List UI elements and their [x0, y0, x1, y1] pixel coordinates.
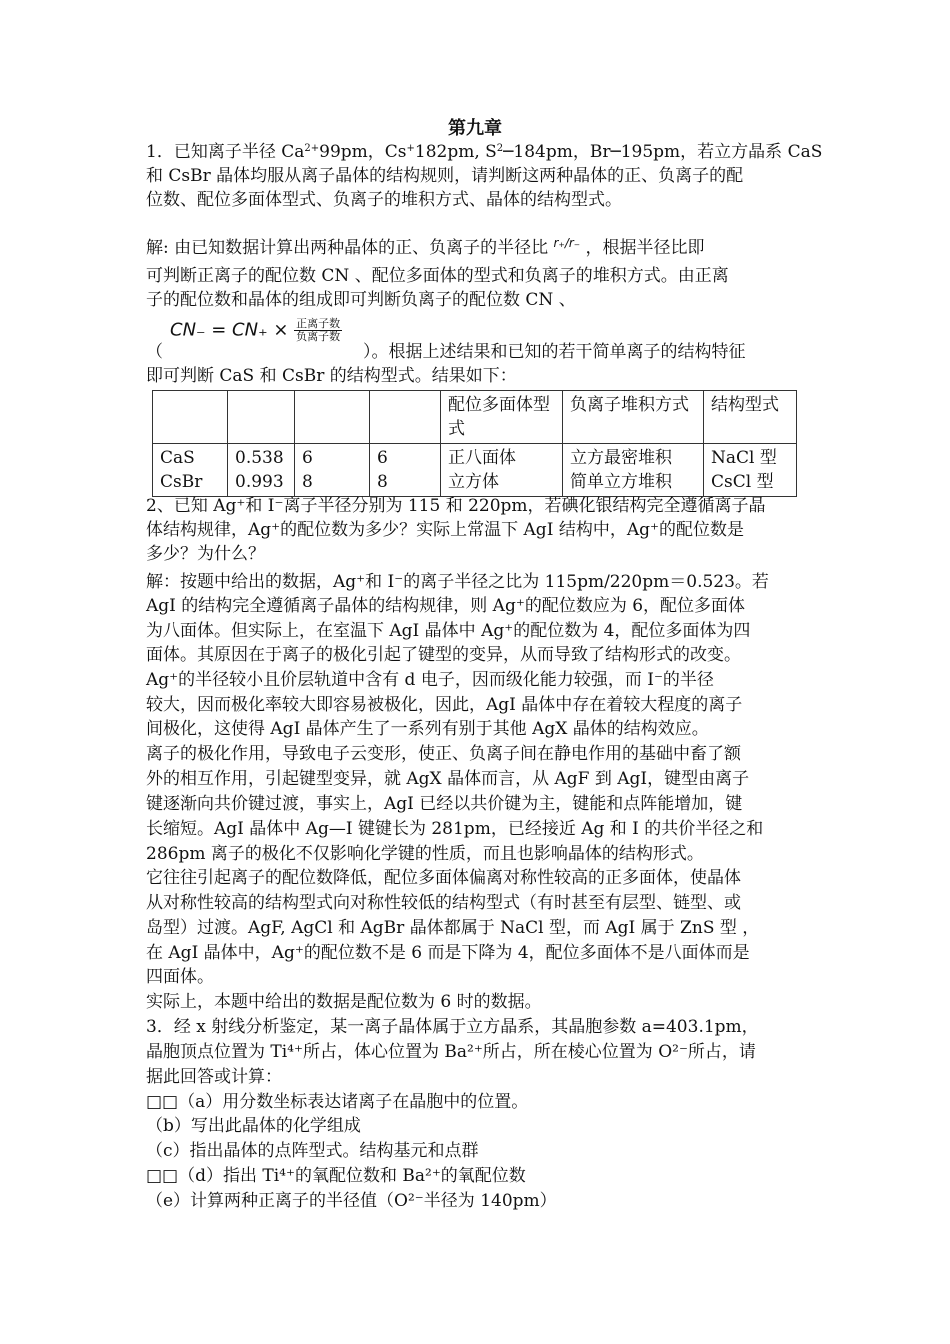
table-header-cell: [153, 391, 228, 444]
chapter-title: 第九章: [448, 118, 502, 139]
a2-line: 从对称性较高的结构型式向对称性较低的结构型式（有时甚至有层型、链型、或: [146, 893, 741, 913]
table-cell-stack: [228, 444, 295, 497]
a1-text-conclusion: ）。根据上述结果和已知的若干简单离子的结构特征: [363, 342, 746, 362]
table-cell-stack: [370, 444, 441, 497]
a2-line: 实际上，本题中给出的数据是配位数为 6 时的数据。: [146, 992, 542, 1012]
cs-charge: +: [406, 143, 415, 154]
q3-item: （b）写出此晶体的化学组成: [146, 1116, 361, 1136]
q1-text-b: 99pm，Cs: [319, 142, 407, 162]
table-header-cell: 结构型式: [704, 391, 797, 444]
a2-line: 在 AgI 晶体中，Ag⁺的配位数不是 6 而是下降为 4，配位多面体不是八面体而是: [146, 943, 750, 963]
radius-ratio-symbol: r₊/r₋: [553, 236, 581, 250]
a2-line: 面体。其原因在于离子的极化引起了键型的变异，从而导致了结构形式的改变。: [146, 645, 741, 665]
a2-line: Ag⁺的半径较小且价层轨道中含有 d 电子，因而级化能力较强，而 I⁻的半径: [146, 670, 714, 690]
table-cell-stack: [704, 444, 797, 497]
a2-line: 较大，因而极化率较大即容易被极化，因此，AgI 晶体中存在着较大程度的离子: [146, 695, 743, 715]
q1-text-d: ─184pm，Br─195pm，若立方晶系 CaS: [503, 142, 823, 162]
s-charge: 2: [496, 143, 504, 154]
table-header-cell: 配位多面体型式: [441, 391, 563, 444]
a1-text-a: 解: 由已知数据计算出两种晶体的正、负离子的半径比: [146, 238, 549, 258]
a2-line: 键逐渐向共价键过渡，事实上，AgI 已经以共价键为主，键能和点阵能增加，键: [146, 794, 743, 814]
a2-line: 286pm 离子的极化不仅影响化学键的性质，而且也影响晶体的结构形式。: [146, 844, 704, 864]
q1-line-3: 位数、配位多面体型式、负离子的堆积方式、晶体的结构型式。: [146, 190, 622, 210]
table-cell-stack: [563, 444, 704, 497]
a2-line: AgI 的结构完全遵循离子晶体的结构规律，则 Ag⁺的配位数应为 6，配位多面体: [146, 596, 746, 616]
paren-open: （: [146, 342, 163, 362]
a2-line: 四面体。: [146, 967, 214, 987]
table-cell-stack: [153, 444, 228, 497]
table-cell: NaCl 型: [711, 448, 777, 468]
a1-text-b: ，根据半径比即: [585, 238, 705, 258]
table-cell: 简单立方堆积: [570, 472, 672, 492]
a1-line-2: 可判断正离子的配位数 CN 、配位多面体的型式和负离子的堆积方式。由正离: [146, 266, 729, 286]
formula-denominator: 负离子数: [296, 330, 341, 343]
table-cell-stack: [295, 444, 370, 497]
a2-line: 岛型）过渡。AgF, AgCl 和 AgBr 晶体都属于 NaCl 型，而 AgI 属于 ZnS 型 ，: [146, 918, 760, 938]
q2-line-1: 2、已知 Ag⁺和 I⁻离子半径分别为 115 和 220pm，若碘化银结构完全遵循离子晶: [146, 496, 766, 516]
q1-text-a: 1．已知离子半径 Ca: [146, 142, 305, 162]
a1-line-5: 即可判断 CaS 和 CsBr 的结构型式。结果如下：: [146, 366, 517, 386]
a2-line: 间极化，这使得 AgI 晶体产生了一系列有别于其他 AgX 晶体的结构效应。: [146, 719, 709, 739]
a2-line: 离子的极化作用，导致电子云变形，使正、负离子间在静电作用的基础中畜了额: [146, 744, 741, 764]
q1-line-1: [146, 140, 822, 164]
table-cell: CaS: [160, 448, 195, 468]
table-cell: 立方体: [448, 472, 499, 492]
formula-lhs: CN₋ = CN₊ ×: [170, 319, 289, 341]
table-cell: 0.538: [235, 448, 284, 468]
table-cell: 8: [377, 472, 388, 492]
table-cell: 6: [302, 448, 313, 468]
q1-text-c: 182pm, S: [414, 142, 497, 162]
table-cell: 立方最密堆积: [570, 448, 672, 468]
table-cell: 6: [377, 448, 388, 468]
q3-line: 晶胞顶点位置为 Ti⁴⁺所占，体心位置为 Ba²⁺所占，所在棱心位置为 O²⁻所占，请: [146, 1042, 756, 1062]
table-cell: 8: [302, 472, 313, 492]
q1-line-2: 和 CsBr 晶体均服从离子晶体的结构规则，请判断这两种晶体的正、负离子的配: [146, 166, 744, 186]
q3-item: □□（a）用分数坐标表达诸离子在晶胞中的位置。: [146, 1092, 529, 1112]
formula-numerator: 正离子数: [296, 317, 341, 330]
table-header-row: [153, 391, 797, 444]
q3-item: （e）计算两种正离子的半径值（O²⁻半径为 140pm）: [146, 1191, 557, 1211]
table-row: [153, 444, 797, 497]
table-cell: CsCl 型: [711, 472, 774, 492]
table-cell: 正八面体: [448, 448, 516, 468]
ca-charge: 2+: [304, 143, 320, 154]
a1-line-3: 子的配位数和晶体的组成即可判断负离子的配位数 CN 、: [146, 290, 576, 310]
a1-line-4: [146, 340, 746, 364]
table-header-cell: [228, 391, 295, 444]
q2-line-3: 多少？为什么？: [146, 544, 265, 564]
q2-line-2: 体结构规律，Ag⁺的配位数为多少？实际上常温下 AgI 结构中，Ag⁺的配位数是: [146, 520, 744, 540]
a2-line: 解：按题中给出的数据，Ag⁺和 I⁻的离子半径之比为 115pm/220pm＝0.523。若: [146, 572, 769, 592]
q3-item: □□（d）指出 Ti⁴⁺的氧配位数和 Ba²⁺的氧配位数: [146, 1166, 526, 1186]
q3-line: 3．经 x 射线分析鉴定，某一离子晶体属于立方晶系，其晶胞参数 a=403.1pm，: [146, 1017, 759, 1037]
table-cell: 0.993: [235, 472, 284, 492]
a2-line: 长缩短。AgI 晶体中 Ag—I 键键长为 281pm，已经接近 Ag 和 I 的共价半径之和: [146, 819, 764, 839]
table-header-cell: [370, 391, 441, 444]
q3-item: （c）指出晶体的点阵型式。结构基元和点群: [146, 1141, 479, 1161]
q3-line: 据此回答或计算：: [146, 1067, 282, 1087]
a2-line: 它往往引起离子的配位数降低，配位多面体偏离对称性较高的正多面体，使晶体: [146, 868, 741, 888]
a2-line: 为八面体。但实际上，在室温下 AgI 晶体中 Ag⁺的配位数为 4，配位多面体为四: [146, 621, 751, 641]
table-cell: CsBr: [160, 472, 203, 492]
a1-line-1: [146, 231, 705, 260]
table-cell-stack: [441, 444, 563, 497]
result-table: [152, 390, 797, 497]
a2-line: 外的相互作用，引起键型变异，就 AgX 晶体而言，从 AgF 到 AgI，键型由离子: [146, 769, 750, 789]
table-header-cell: 负离子堆积方式: [563, 391, 704, 444]
table-header-cell: [295, 391, 370, 444]
